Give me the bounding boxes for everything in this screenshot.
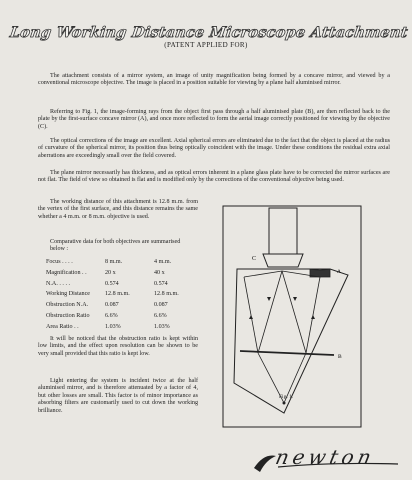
half-aluminised-plate xyxy=(240,351,334,355)
spec-value-8mm: 0.087 xyxy=(105,302,119,309)
paragraph-obstruction: It will be noticed that the obstruction ratio is kept within low limits, and the effect upon resolution can be shown to be very small provided that this ratio is kept low. xyxy=(38,336,198,357)
spec-value-8mm: 12.8 m.m. xyxy=(105,291,130,298)
paragraph-light: Light entering the system is incident twice at the half aluminised mirror, and is therefore attenuated by a factor of 4, but other losses are small. This factor is of minor importance as absorbing filters are customarily used to cut down the working brilliance. xyxy=(38,378,198,414)
figure-caption: Fig. 1. xyxy=(279,394,294,400)
spec-label: Obstruction N.A. xyxy=(46,302,89,309)
table-row xyxy=(46,302,182,313)
paragraph-fig-reference: Referring to Fig. 1, the image-forming rays from the object first pass through a half aluminised plate (B), are then reflected back to the plate by the first-surface concave mirror (A), and once more reflected to form the aerial image correctly positioned for viewing by the objective (C). xyxy=(38,109,390,130)
table-row xyxy=(46,270,182,281)
spec-table xyxy=(46,259,196,335)
patent-notice: (PATENT APPLIED FOR) xyxy=(164,41,248,49)
spec-value-8mm: 6.6% xyxy=(105,312,118,319)
logo-text: newton xyxy=(273,445,378,469)
ray-lines xyxy=(244,277,320,353)
housing-outline xyxy=(234,269,348,413)
table-row xyxy=(46,313,182,324)
spec-label: Area Ratio . . xyxy=(46,323,79,330)
spec-label: N.A. . . . . xyxy=(46,280,71,287)
spec-value-4mm: 6.6% xyxy=(154,312,167,319)
objective-lens xyxy=(263,254,303,267)
spec-value-8mm: 1.03% xyxy=(105,323,121,330)
label-c: C xyxy=(252,256,257,262)
spec-table-grid xyxy=(46,259,182,335)
table-row xyxy=(46,324,182,335)
ray-arrows xyxy=(249,297,315,319)
objective-tube xyxy=(269,208,297,254)
paragraph-intro: The attachment consists of a mirror system, an image of unity magnification being formed by a concave mirror, and viewed by a conventional microscope objective. The image is placed in a position suitable for viewing by a plane half aluminised mirror. xyxy=(38,73,390,87)
spec-label: Working Distance xyxy=(46,291,91,298)
spec-value-4mm: 0.087 xyxy=(154,302,168,309)
label-a: A xyxy=(337,269,341,275)
document-title: Long Working Distance Microscope Attachment xyxy=(8,24,409,41)
spec-label: Obstruction Ratio xyxy=(46,312,90,319)
brand-logo xyxy=(252,445,400,474)
spec-value-4mm: 4 m.m. xyxy=(154,259,172,265)
comparative-data-title: Comparative data for both objectives are summarised below : xyxy=(50,239,181,253)
spec-value-8mm: 8 m.m. xyxy=(105,259,123,265)
spec-value-8mm: 20 x xyxy=(105,269,116,276)
paragraph-working-distance: The working distance of this attachment is 12.8 m.m. from the vertex of the first surface, and this distance remains the same whether a 4 m.m. or 8 m.m. objective is used. xyxy=(38,199,198,220)
spec-value-4mm: 1.03% xyxy=(154,323,170,330)
table-row xyxy=(46,259,182,270)
table-row xyxy=(46,281,182,292)
label-b: B xyxy=(338,354,342,360)
object-point xyxy=(283,402,286,405)
spec-label: Magnification . . xyxy=(46,269,87,276)
spec-value-8mm: 0.574 xyxy=(105,280,119,287)
table-row xyxy=(46,291,182,302)
spec-value-4mm: 40 x xyxy=(154,269,165,276)
spec-value-4mm: 12.8 m.m. xyxy=(154,291,179,298)
spec-value-4mm: 0.574 xyxy=(154,280,168,287)
ray-lines xyxy=(258,271,306,403)
spec-label: Focus . . . . xyxy=(46,259,73,265)
paragraph-plane-mirror: The plane mirror necessarily has thickness, and as optical errors inherent in a plane glass plate have to be corrected the mirror surfaces are not flat. The field of view so obtained is flat and is modified only by the corrections of the conventional objective being used. xyxy=(38,170,390,184)
paragraph-optical-corrections: The optical corrections of the image are excellent. Axial spherical errors are eliminated due to the fact that the object is placed at the radius of curvature of the spherical mirror, its position thus being optically coincident with the image. Under these conditions the residual extra axial aberrations are exceedingly small over the field covered. xyxy=(38,138,390,159)
